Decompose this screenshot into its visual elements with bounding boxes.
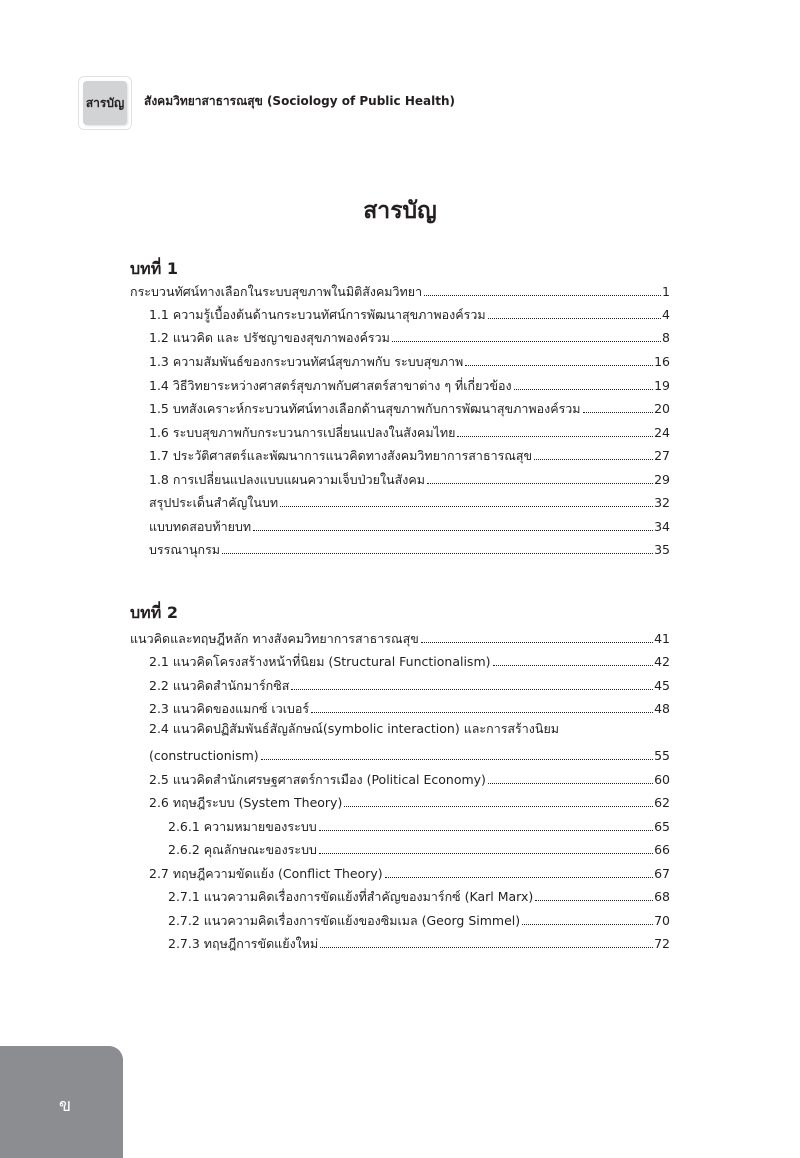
toc-entry-text: 1.1 ความรู้เบื้องต้นด้านกระบวนทัศน์การพัฒนาสุขภาพองค์รวม [149, 307, 486, 322]
dot-leader [488, 783, 653, 784]
toc-entry-text: 1.7 ประวัติศาสตร์และพัฒนาการแนวคิดทางสังคมวิทยาการสาธารณสุข [149, 448, 533, 463]
toc-entry-page: 32 [654, 495, 670, 510]
toc-entry[interactable] [149, 419, 670, 441]
dot-leader [222, 553, 653, 554]
toc-entry-page: 4 [662, 307, 670, 322]
toc-entry-page: 27 [654, 448, 670, 463]
section-tab-label: สารบัญ [83, 81, 127, 125]
toc-entry-text: 1.3 ความสัมพันธ์ของกระบวนทัศน์สุขภาพกับ ระบบสุขภาพ [149, 354, 464, 369]
section-tab [78, 76, 132, 130]
toc-entry[interactable] [168, 907, 670, 929]
toc-entry-page: 41 [654, 631, 670, 646]
toc-entry-page: 60 [654, 772, 670, 787]
dot-leader [261, 759, 653, 760]
toc-entry[interactable] [168, 813, 670, 835]
toc-entry-text: 2.7.3 ทฤษฎีการขัดแย้งใหม่ [168, 936, 319, 951]
toc-entry-text: แนวคิดและทฤษฎีหลัก ทางสังคมวิทยาการสาธารณสุข [130, 631, 419, 646]
toc-entry-page: 42 [654, 654, 670, 669]
page-title: สารบัญ [363, 198, 437, 224]
toc-entry[interactable] [149, 648, 670, 670]
toc-entry-text: 1.2 แนวคิด และ ปรัชญาของสุขภาพองค์รวม [149, 330, 390, 345]
toc-entry-page: 48 [654, 701, 670, 716]
toc-entry[interactable] [149, 348, 670, 370]
toc-entry[interactable] [149, 442, 670, 464]
toc-entry-text[interactable]: 2.4 แนวคิดปฏิสัมพันธ์สัญลักษณ์(symbolic interaction) และการสร้างนิยม [149, 721, 560, 736]
toc-entry-text: 2.6 ทฤษฎีระบบ (System Theory) [149, 795, 343, 810]
dot-leader [457, 436, 653, 437]
toc-entry[interactable] [130, 625, 670, 647]
chapter-heading: บทที่ 2 [130, 603, 178, 622]
toc-entry-page: 1 [662, 284, 670, 299]
toc-entry[interactable] [149, 301, 670, 323]
toc-entry-text: 2.3 แนวคิดของแมกซ์ เวเบอร์ [149, 701, 310, 716]
toc-entry[interactable] [149, 489, 670, 511]
toc-entry[interactable] [149, 324, 670, 346]
toc-entry[interactable] [149, 466, 670, 488]
toc-entry[interactable] [149, 672, 670, 694]
toc-entry-page: 29 [654, 472, 670, 487]
toc-entry-page: 34 [654, 519, 670, 534]
toc-entry-page: 35 [654, 542, 670, 557]
dot-leader [424, 295, 661, 296]
dot-leader [344, 806, 653, 807]
dot-leader [421, 642, 653, 643]
dot-leader [320, 947, 653, 948]
toc-entry-text: 1.8 การเปลี่ยนแปลงแบบแผนความเจ็บป่วยในสังคม [149, 472, 425, 487]
toc-entry-text: แบบทดสอบท้ายบท [149, 519, 252, 534]
dot-leader [522, 924, 653, 925]
dot-leader [253, 530, 653, 531]
toc-entry-page: 70 [654, 913, 670, 928]
toc-entry-text: กระบวนทัศน์ทางเลือกในระบบสุขภาพในมิติสังคมวิทยา [130, 284, 423, 299]
toc-entry-text: สรุปประเด็นสำคัญในบท [149, 495, 279, 510]
toc-entry-page: 67 [654, 866, 670, 881]
toc-entry-page: 20 [654, 401, 670, 416]
toc-entry-text: 2.6.1 ความหมายของระบบ [168, 819, 317, 834]
dot-leader [280, 506, 653, 507]
page-number: ข [58, 1095, 72, 1116]
toc-entry[interactable] [168, 930, 670, 952]
dot-leader [291, 689, 653, 690]
toc-entry-page: 24 [654, 425, 670, 440]
toc-entry-text: 1.5 บทสังเคราะห์กระบวนทัศน์ทางเลือกด้านสุขภาพกับการพัฒนาสุขภาพองค์รวม [149, 401, 581, 416]
toc-entry[interactable] [149, 695, 670, 717]
dot-leader [311, 712, 653, 713]
toc-entry[interactable] [130, 278, 670, 300]
toc-entry[interactable] [168, 883, 670, 905]
dot-leader [493, 665, 654, 666]
toc-entry-page: 65 [654, 819, 670, 834]
toc-entry[interactable] [149, 742, 670, 764]
dot-leader [465, 365, 653, 366]
dot-leader [385, 877, 653, 878]
dot-leader [488, 318, 661, 319]
toc-entry-page: 8 [662, 330, 670, 345]
toc-entry[interactable] [149, 860, 670, 882]
toc-entry[interactable] [149, 395, 670, 417]
dot-leader [535, 900, 653, 901]
toc-entry-text: บรรณานุกรม [149, 542, 221, 557]
toc-entry-page: 66 [654, 842, 670, 857]
toc-entry-page: 62 [654, 795, 670, 810]
toc-entry[interactable] [149, 536, 670, 558]
toc-entry-text: 2.5 แนวคิดสำนักเศรษฐศาสตร์การเมือง (Political Economy) [149, 772, 486, 787]
dot-leader [319, 830, 653, 831]
toc-entry-text: 1.6 ระบบสุขภาพกับกระบวนการเปลี่ยนแปลงในสังคมไทย [149, 425, 456, 440]
toc-entry[interactable] [149, 789, 670, 811]
dot-leader [392, 341, 661, 342]
toc-entry-page: 19 [654, 378, 670, 393]
dot-leader [534, 459, 653, 460]
dot-leader [583, 412, 654, 413]
toc-entry-text: 1.4 วิธีวิทยาระหว่างศาสตร์สุขภาพกับศาสตร์สาขาต่าง ๆ ที่เกี่ยวข้อง [149, 378, 512, 393]
toc-entry-text: (constructionism) [149, 748, 259, 763]
dot-leader [427, 483, 653, 484]
dot-leader [514, 389, 653, 390]
toc-entry-text: 2.7 ทฤษฎีความขัดแย้ง (Conflict Theory) [149, 866, 383, 881]
toc-entry-page: 55 [654, 748, 670, 763]
toc-entry-text: 2.1 แนวคิดโครงสร้างหน้าที่นิยม (Structural Functionalism) [149, 654, 491, 669]
toc-entry-page: 72 [654, 936, 670, 951]
toc-entry-text: 2.7.2 แนวความคิดเรื่องการขัดแย้งของซิมเมล (Georg Simmel) [168, 913, 521, 928]
toc-entry-text: 2.2 แนวคิดสำนักมาร์กซิส [149, 678, 290, 693]
toc-entry[interactable] [149, 766, 670, 788]
toc-entry-page: 16 [654, 354, 670, 369]
dot-leader [319, 853, 653, 854]
toc-entry[interactable] [168, 836, 670, 858]
toc-entry-text: 2.6.2 คุณลักษณะของระบบ [168, 842, 317, 857]
toc-entry-text: 2.7.1 แนวความคิดเรื่องการขัดแย้งที่สำคัญของมาร์กซ์ (Karl Marx) [168, 889, 534, 904]
chapter-heading: บทที่ 1 [130, 259, 178, 278]
toc-entry-page: 45 [654, 678, 670, 693]
toc-entry-page: 68 [654, 889, 670, 904]
toc-entry[interactable] [149, 372, 670, 394]
running-header: สังคมวิทยาสาธารณสุข (Sociology of Public Health) [144, 94, 455, 108]
toc-entry[interactable] [149, 513, 670, 535]
